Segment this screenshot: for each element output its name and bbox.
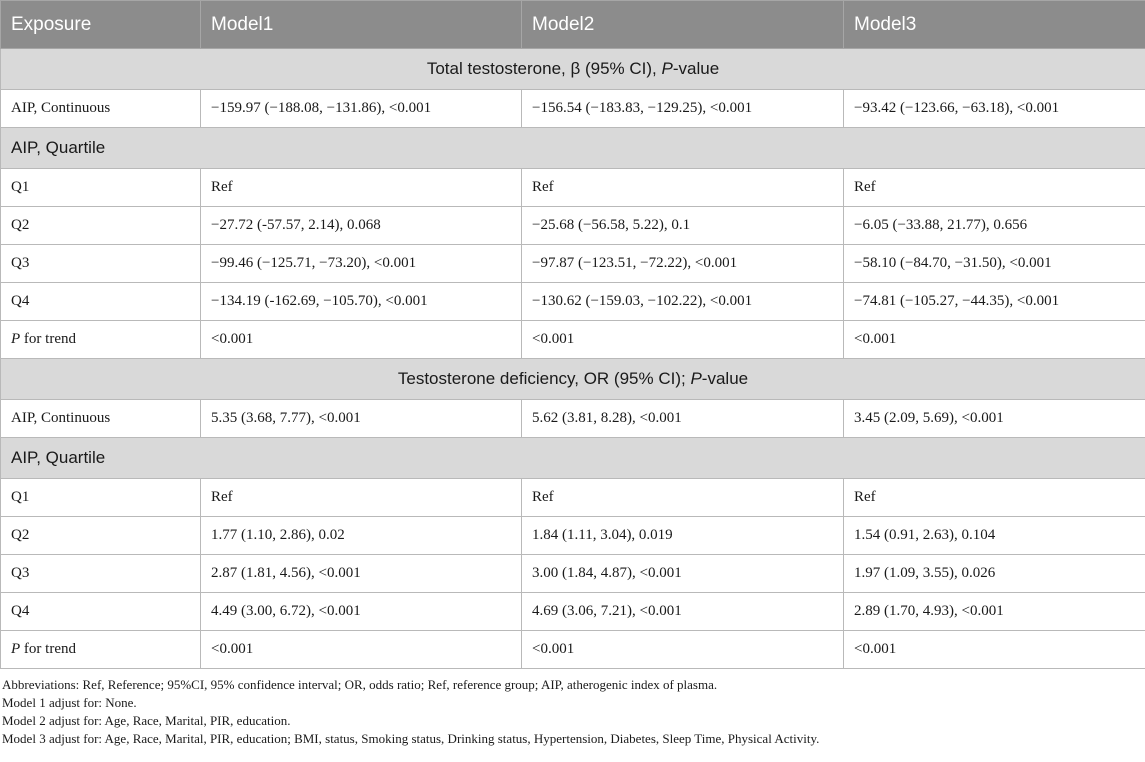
cell-model1: −134.19 (-162.69, −105.70), <0.001 bbox=[201, 283, 522, 321]
table-footnotes bbox=[0, 669, 1145, 748]
footnote-abbreviations: Abbreviations: Ref, Reference; 95%CI, 95% confidence interval; OR, odds ratio; Ref, reference group; AIP, atherogenic index of plasma. bbox=[2, 677, 718, 692]
row-label: Q3 bbox=[1, 555, 201, 593]
cell-model3: 1.97 (1.09, 3.55), 0.026 bbox=[844, 555, 1145, 593]
cell-model3: Ref bbox=[844, 479, 1145, 517]
table-row bbox=[1, 90, 1145, 128]
row-label: Q2 bbox=[1, 517, 201, 555]
cell-model1: −27.72 (-57.57, 2.14), 0.068 bbox=[201, 207, 522, 245]
row-label: Q2 bbox=[1, 207, 201, 245]
group-header-quartile bbox=[1, 438, 1145, 479]
cell-model3: −6.05 (−33.88, 21.77), 0.656 bbox=[844, 207, 1145, 245]
table-row bbox=[1, 479, 1145, 517]
cell-model1: 2.87 (1.81, 4.56), <0.001 bbox=[201, 555, 522, 593]
section-header-total-testosterone bbox=[1, 49, 1145, 90]
cell-model3: <0.001 bbox=[844, 631, 1145, 669]
cell-model1: −159.97 (−188.08, −131.86), <0.001 bbox=[201, 90, 522, 128]
row-label: AIP, Continuous bbox=[1, 90, 201, 128]
row-label: Q3 bbox=[1, 245, 201, 283]
cell-model2: Ref bbox=[522, 169, 844, 207]
header-model2: Model2 bbox=[522, 1, 844, 49]
cell-model3: −93.42 (−123.66, −63.18), <0.001 bbox=[844, 90, 1145, 128]
row-label: Q4 bbox=[1, 593, 201, 631]
footnote-model3: Model 3 adjust for: Age, Race, Marital, PIR, education; BMI, status, Smoking status, Drinking status, Hypertension, Diabetes, Sleep Time, Physical Activity. bbox=[2, 731, 820, 746]
cell-model3: Ref bbox=[844, 169, 1145, 207]
section-header-testosterone-deficiency bbox=[1, 359, 1145, 400]
table-row bbox=[1, 593, 1145, 631]
cell-model1: 5.35 (3.68, 7.77), <0.001 bbox=[201, 400, 522, 438]
table-row bbox=[1, 555, 1145, 593]
table-row-p-trend bbox=[1, 631, 1145, 669]
header-model3: Model3 bbox=[844, 1, 1145, 49]
cell-model1: 4.49 (3.00, 6.72), <0.001 bbox=[201, 593, 522, 631]
cell-model2: −156.54 (−183.83, −129.25), <0.001 bbox=[522, 90, 844, 128]
table-row bbox=[1, 517, 1145, 555]
table-row bbox=[1, 207, 1145, 245]
group-header-quartile bbox=[1, 128, 1145, 169]
cell-model2: −25.68 (−56.58, 5.22), 0.1 bbox=[522, 207, 844, 245]
cell-model2: <0.001 bbox=[522, 321, 844, 359]
footnote-model1: Model 1 adjust for: None. bbox=[2, 695, 137, 710]
cell-model2: Ref bbox=[522, 479, 844, 517]
cell-model1: <0.001 bbox=[201, 631, 522, 669]
group-label: AIP, Quartile bbox=[1, 128, 1145, 169]
cell-model2: −97.87 (−123.51, −72.22), <0.001 bbox=[522, 245, 844, 283]
footnote-model2: Model 2 adjust for: Age, Race, Marital, PIR, education. bbox=[2, 713, 291, 728]
cell-model2: 4.69 (3.06, 7.21), <0.001 bbox=[522, 593, 844, 631]
cell-model1: −99.46 (−125.71, −73.20), <0.001 bbox=[201, 245, 522, 283]
cell-model2: 1.84 (1.11, 3.04), 0.019 bbox=[522, 517, 844, 555]
row-label: AIP, Continuous bbox=[1, 400, 201, 438]
row-label: Q1 bbox=[1, 169, 201, 207]
cell-model1: Ref bbox=[201, 169, 522, 207]
cell-model3: <0.001 bbox=[844, 321, 1145, 359]
cell-model3: −58.10 (−84.70, −31.50), <0.001 bbox=[844, 245, 1145, 283]
cell-model2: <0.001 bbox=[522, 631, 844, 669]
header-row bbox=[1, 1, 1145, 49]
table-row-p-trend bbox=[1, 321, 1145, 359]
cell-model3: 1.54 (0.91, 2.63), 0.104 bbox=[844, 517, 1145, 555]
row-label: P for trend bbox=[1, 631, 201, 669]
section-title: Total testosterone, β (95% CI), P-value bbox=[1, 49, 1145, 90]
group-label: AIP, Quartile bbox=[1, 438, 1145, 479]
cell-model3: 2.89 (1.70, 4.93), <0.001 bbox=[844, 593, 1145, 631]
row-label: Q4 bbox=[1, 283, 201, 321]
header-exposure: Exposure bbox=[1, 1, 201, 49]
cell-model3: 3.45 (2.09, 5.69), <0.001 bbox=[844, 400, 1145, 438]
header-model1: Model1 bbox=[201, 1, 522, 49]
table-row bbox=[1, 245, 1145, 283]
section-title: Testosterone deficiency, OR (95% CI); P-value bbox=[1, 359, 1145, 400]
cell-model2: −130.62 (−159.03, −102.22), <0.001 bbox=[522, 283, 844, 321]
table-row bbox=[1, 169, 1145, 207]
row-label: Q1 bbox=[1, 479, 201, 517]
cell-model2: 5.62 (3.81, 8.28), <0.001 bbox=[522, 400, 844, 438]
row-label: P for trend bbox=[1, 321, 201, 359]
cell-model1: 1.77 (1.10, 2.86), 0.02 bbox=[201, 517, 522, 555]
cell-model1: Ref bbox=[201, 479, 522, 517]
cell-model1: <0.001 bbox=[201, 321, 522, 359]
table-row bbox=[1, 283, 1145, 321]
cell-model2: 3.00 (1.84, 4.87), <0.001 bbox=[522, 555, 844, 593]
table-row bbox=[1, 400, 1145, 438]
cell-model3: −74.81 (−105.27, −44.35), <0.001 bbox=[844, 283, 1145, 321]
